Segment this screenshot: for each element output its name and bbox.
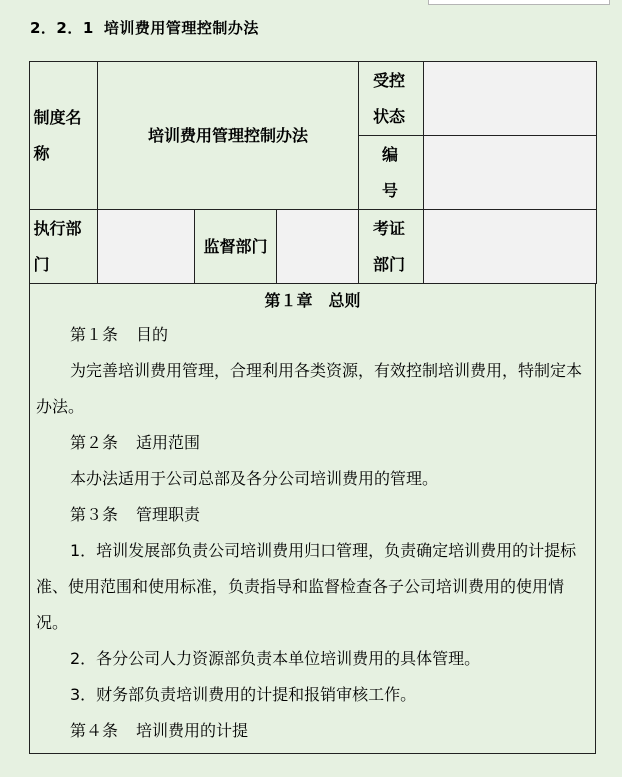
executing-dept-value <box>98 210 195 284</box>
document-body <box>29 283 596 754</box>
article-heading <box>30 317 595 353</box>
section-title: 培训费用管理控制办法 <box>103 19 259 37</box>
controlled-status-label-cell <box>359 62 424 136</box>
controlled-status-value <box>424 62 597 136</box>
verifying-dept-label-cell <box>359 210 424 284</box>
article-number: 第３条 <box>70 505 119 524</box>
article-number: 第２条 <box>70 433 119 452</box>
number-label: 编号 <box>382 144 399 200</box>
supervising-dept-value <box>277 210 359 284</box>
top-search-box[interactable] <box>428 0 610 5</box>
section-number: 2．2．1 <box>30 19 94 37</box>
article-title: 目的 <box>136 325 169 344</box>
paragraph-purpose: 为完善培训费用管理，合理利用各类资源，有效控制培训费用，特制定本办法。 <box>36 361 583 416</box>
article-title: 培训费用的计提 <box>136 721 249 740</box>
article-heading <box>30 497 595 533</box>
chapter-title: 第１章 总则 <box>264 291 361 310</box>
paragraph-scope: 本办法适用于公司总部及各分公司培训费用的管理。 <box>70 469 439 488</box>
number-value <box>424 136 597 210</box>
paragraph-duty-1: 1．培训发展部负责公司培训费用归口管理，负责确定培训费用的计提标准、使用范围和使用标准，负责指导和监督检查各子公司培训费用的使用情况。 <box>36 541 577 632</box>
verifying-dept-value <box>424 210 597 284</box>
verifying-dept-label: 考证部门 <box>373 218 406 274</box>
article-number: 第４条 <box>70 721 119 740</box>
controlled-status-label: 受控状态 <box>373 70 406 126</box>
number-label-cell <box>359 136 424 210</box>
article-title: 适用范围 <box>136 433 201 452</box>
article-number: 第１条 <box>70 325 119 344</box>
article-heading <box>30 713 595 749</box>
executing-dept-label-cell <box>30 210 98 284</box>
article-title: 管理职责 <box>136 505 201 524</box>
paragraph-duty-3: 3．财务部负责培训费用的计提和报销审核工作。 <box>70 685 417 704</box>
policy-info-table <box>29 61 597 284</box>
policy-name-label: 制度名称 <box>33 107 82 163</box>
policy-name-label-cell <box>30 62 98 210</box>
executing-dept-label: 执行部门 <box>33 218 82 274</box>
supervising-dept-label: 监督部门 <box>195 210 277 284</box>
section-heading <box>30 17 259 38</box>
policy-name-value: 培训费用管理控制办法 <box>98 62 359 210</box>
article-heading <box>30 425 595 461</box>
paragraph-duty-2: 2．各分公司人力资源部负责本单位培训费用的具体管理。 <box>70 649 481 668</box>
